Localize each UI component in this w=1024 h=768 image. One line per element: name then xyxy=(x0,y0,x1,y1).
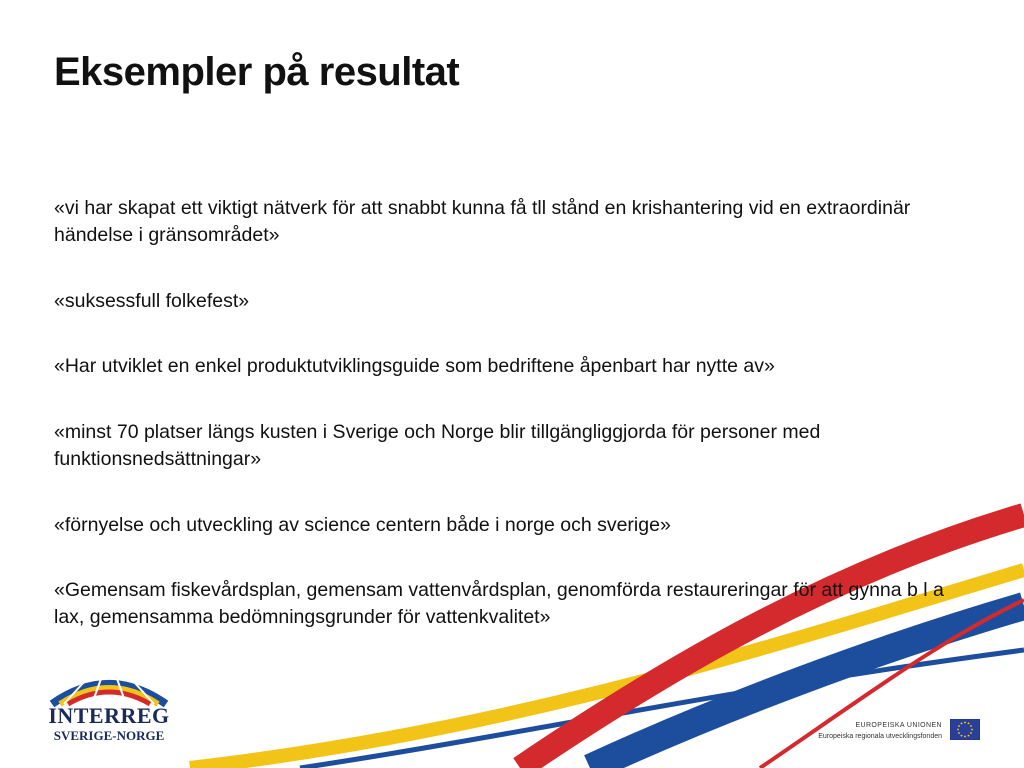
quote-2: «suksessfull folkefest» xyxy=(54,290,250,312)
eu-badge xyxy=(780,718,990,748)
quote-1: «vi har skapat ett viktigt nätverk för att snabbt kunna få tll stånd en krishantering vid en extraordinär händelse i gränsområdet» xyxy=(54,197,911,246)
eu-badge-line2: Europeiska regionala utvecklingsfonden xyxy=(818,733,942,740)
eu-badge-text xyxy=(786,720,942,742)
slide-title: Eksempler på resultat xyxy=(54,50,460,94)
eu-badge-line1: EUROPEISKA UNIONEN xyxy=(855,722,942,729)
rainbow-arch-icon xyxy=(44,668,174,708)
eu-flag-icon xyxy=(950,719,980,740)
logo-name: INTERREG xyxy=(48,703,170,728)
logo-subtitle: SVERIGE-NORGE xyxy=(53,728,165,743)
quote-3: «Har utviklet en enkel produktutviklingsguide som bedriftene åpenbart har nytte av» xyxy=(54,355,775,377)
quote-4: «minst 70 platser längs kusten i Sverige och Norge blir tillgängliggjorda för personer med funktionsnedsättningar» xyxy=(54,421,821,470)
interreg-logo xyxy=(44,668,174,748)
quote-6: «Gemensam fiskevårdsplan, gemensam vattenvårdsplan, genomförda restaureringar för att gynna b l a lax, gemensamma bedömningsgrunder för vattenkvalitet» xyxy=(54,579,944,628)
quote-5: «förnyelse och utveckling av science centern både i norge och sverige» xyxy=(54,514,671,536)
